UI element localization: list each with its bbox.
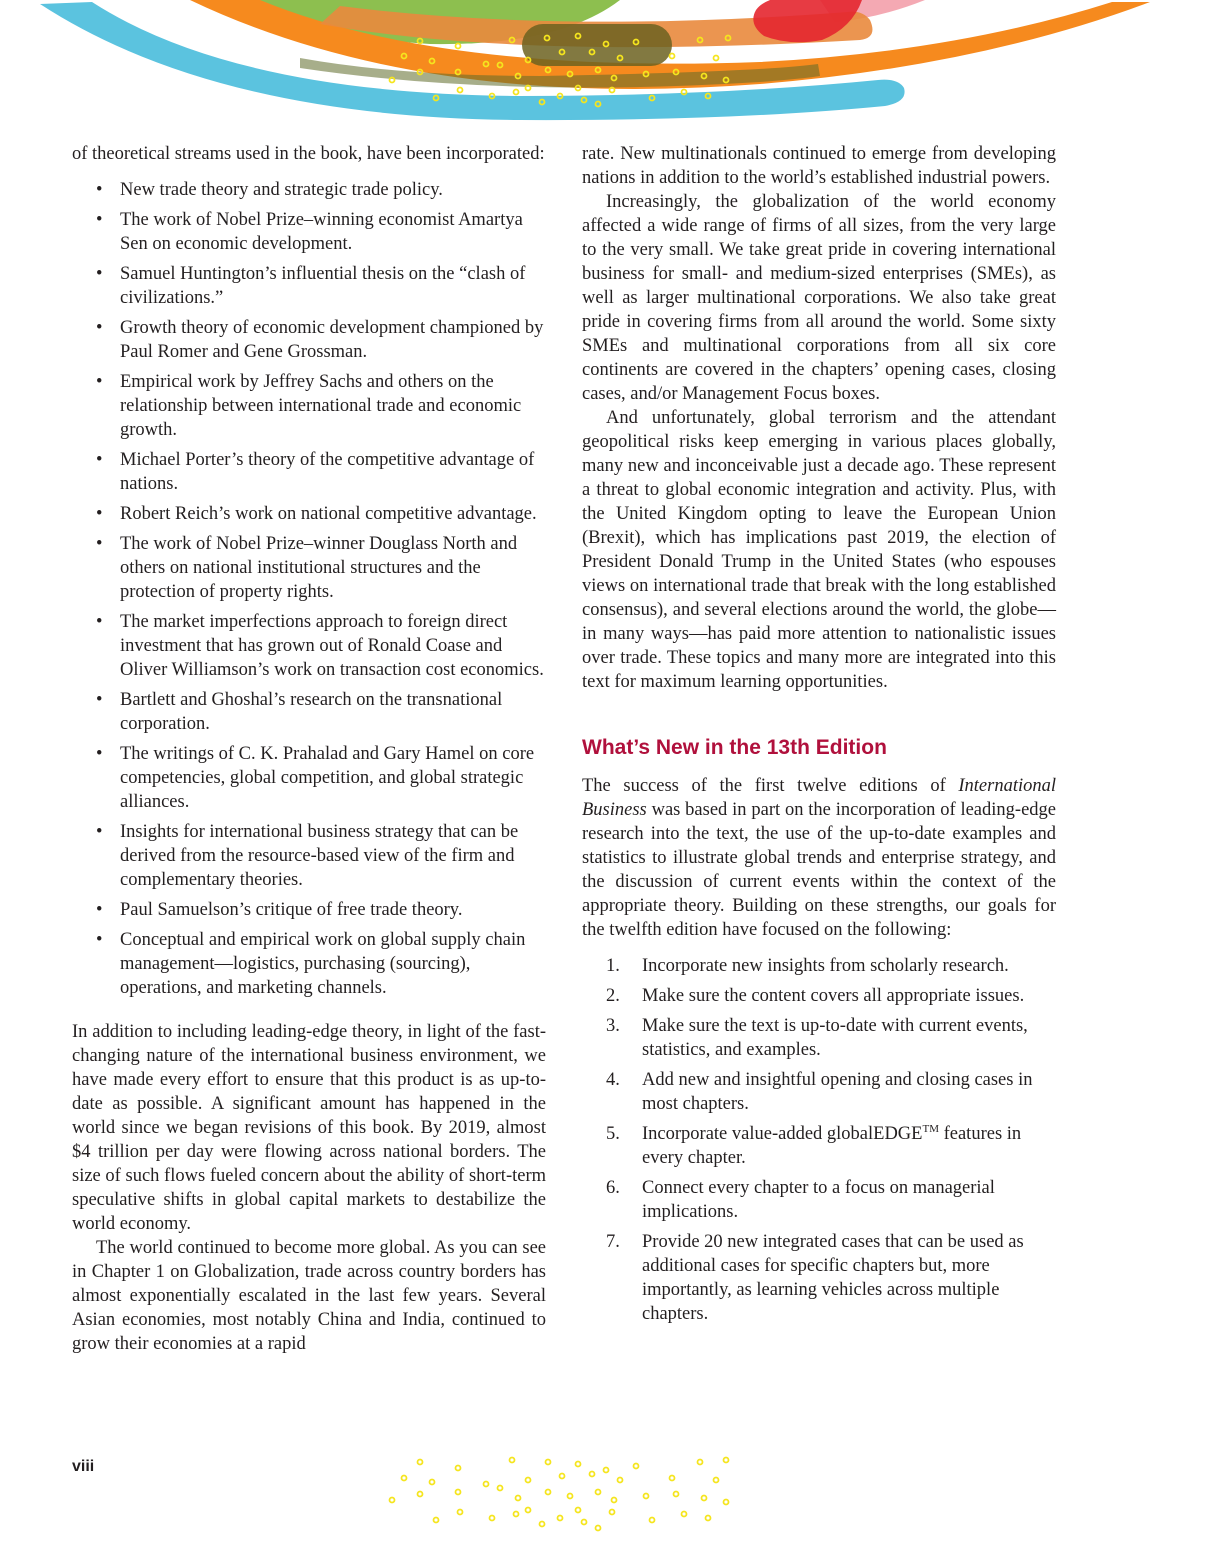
decorative-dots-bottom	[380, 1452, 740, 1538]
book-title: International Business	[582, 776, 1056, 820]
list-item	[72, 370, 546, 442]
list-item-text: The market imperfections approach to foreign direct investment that has grown out of Ronald Coase and Oliver Williamson’s work on transaction cost economics.	[120, 612, 544, 680]
list-number: 1.	[606, 956, 620, 976]
bullet-icon: •	[96, 210, 103, 230]
list-item	[72, 688, 546, 736]
trademark-mark: TM	[922, 1123, 939, 1135]
list-item-text: Make sure the text is up-to-date with current events, statistics, and examples.	[642, 1016, 1028, 1060]
list-item-text: Make sure the content covers all appropriate issues.	[642, 986, 1025, 1006]
bullet-icon: •	[96, 900, 103, 920]
list-item	[582, 1230, 1056, 1326]
list-item	[72, 316, 546, 364]
theory-bullet-list	[72, 178, 546, 1000]
list-item	[72, 928, 546, 1000]
bullet-icon: •	[96, 504, 103, 524]
bullet-icon: •	[96, 318, 103, 338]
section-heading: What’s New in the 13th Edition	[582, 736, 887, 759]
bullet-icon: •	[96, 744, 103, 764]
goals-numbered-list	[582, 954, 1056, 1326]
list-number: 7.	[606, 1232, 620, 1252]
list-item-text: The work of Nobel Prize–winner Douglass North and others on national institutional structures and the protection of property rights.	[120, 534, 518, 602]
intro-text-before-title: The success of the first twelve editions of	[582, 776, 959, 796]
list-item-text: Add new and insightful opening and closing cases in most chapters.	[642, 1070, 1033, 1114]
bullet-icon: •	[96, 450, 103, 470]
list-item	[72, 742, 546, 814]
banner-olive-capsule	[522, 24, 672, 66]
list-number: 4.	[606, 1070, 620, 1090]
list-item-text: Insights for international business strategy that can be derived from the resource-based view of the firm and complementary theories.	[120, 822, 519, 890]
list-item-text-after-trademark: features in every chapter.	[642, 1124, 1022, 1168]
list-item-text: Michael Porter’s theory of the competitive advantage of nations.	[120, 450, 535, 494]
list-item	[582, 1122, 1056, 1170]
list-item-text: Incorporate new insights from scholarly research.	[642, 956, 1009, 976]
body-paragraph: In addition to including leading-edge theory, in light of the fast-changing nature of the international business environment, we have made every effort to ensure that this product is as up-to-date as possible. A significant amount has happened in the world since we began revisions of this book. By 2019, almost $4 trillion per day were flowing across national borders. The size of such flows fueled concern about the ability of short-term speculative shifts in global capital markets to destabilize the world economy.	[72, 1022, 546, 1234]
body-paragraph: And unfortunately, global terrorism and the attendant geopolitical risks keep emerging in various places globally, many new and inconceivable just a decade ago. These represent a threat to global economic integration and activity. Plus, with the United Kingdom opting to leave the European Union (Brexit), which has implications past 2019, the election of President Donald Trump in the United States (who espouses views on international trade that break with the long established consensus), and several elections around the world, the globe—in many ways—has paid more attention to nationalistic issues over trade. These topics and many more are integrated into this text for maximum learning opportunities.	[582, 408, 1056, 692]
list-item	[72, 532, 546, 604]
list-item-text: Provide 20 new integrated cases that can be used as additional cases for specific chapters but, more importantly, as learning vehicles across multiple chapters.	[642, 1232, 1024, 1324]
bullet-icon: •	[96, 372, 103, 392]
list-item-text: Empirical work by Jeffrey Sachs and others on the relationship between international trade and economic growth.	[120, 372, 522, 440]
section-intro-paragraph	[582, 774, 1056, 942]
list-item-text: Connect every chapter to a focus on managerial implications.	[642, 1178, 995, 1222]
list-number: 5.	[606, 1124, 620, 1144]
bullet-icon: •	[96, 612, 103, 632]
list-item	[72, 898, 546, 922]
list-item	[72, 208, 546, 256]
list-item	[72, 502, 546, 526]
list-item-text-before-trademark: Incorporate value-added globalEDGE	[642, 1124, 923, 1144]
intro-continuation: of theoretical streams used in the book, have been incorporated:	[72, 144, 545, 164]
list-item	[582, 984, 1056, 1008]
bullet-icon: •	[96, 930, 103, 950]
list-item	[72, 610, 546, 682]
list-item	[72, 262, 546, 310]
bullet-icon: •	[96, 534, 103, 554]
bullet-icon: •	[96, 264, 103, 284]
bullet-icon: •	[96, 822, 103, 842]
intro-text-after-title: was based in part on the incorporation of leading-edge research into the text, the use of the up-to-date examples and statistics to illustrate global trends and enterprise strategy, and the discussion of current events within the context of the appropriate theory. Building on these strengths, our goals for the twelfth edition have focused on the following:	[582, 800, 1056, 940]
right-column	[582, 142, 1056, 1332]
list-item	[582, 1068, 1056, 1116]
body-paragraph: The world continued to become more global. As you can see in Chapter 1 on Globalization, trade across country borders has almost exponentially escalated in the last few years. Several Asian economies, most notably China and India, continued to grow their economies at a rapid	[72, 1238, 546, 1354]
list-number: 6.	[606, 1178, 620, 1198]
list-item-text: Conceptual and empirical work on global supply chain management—logistics, purchasing (sourcing), operations, and marketing channels.	[120, 930, 526, 998]
page-number: viii	[72, 1458, 95, 1475]
list-item-text: Samuel Huntington’s influential thesis on the “clash of civilizations.”	[120, 264, 526, 308]
list-item	[582, 954, 1056, 978]
list-item	[582, 1014, 1056, 1062]
list-number: 3.	[606, 1016, 620, 1036]
bullet-icon: •	[96, 180, 103, 200]
list-item	[72, 820, 546, 892]
list-number: 2.	[606, 986, 620, 1006]
list-item-text: Growth theory of economic development championed by Paul Romer and Gene Grossman.	[120, 318, 544, 362]
body-paragraph: rate. New multinationals continued to emerge from developing nations in addition to the world’s established industrial powers.	[582, 144, 1056, 188]
left-column	[72, 142, 546, 1356]
body-paragraph: Increasingly, the globalization of the world economy affected a wide range of firms of all sizes, from the very large to the very small. We take great pride in covering international business for small- and medium-sized enterprises (SMEs), as well as larger multinational corporations. We also take great pride in covering firms from all around the world. Some sixty SMEs and multinational corporations from all six core continents are covered in the chapters’ opening cases, closing cases, and/or Management Focus boxes.	[582, 192, 1056, 404]
list-item	[72, 448, 546, 496]
list-item-text: Bartlett and Ghoshal’s research on the transnational corporation.	[120, 690, 503, 734]
list-item	[72, 178, 546, 202]
list-item	[582, 1176, 1056, 1224]
list-item-text: Robert Reich’s work on national competitive advantage.	[120, 504, 537, 524]
list-item-text: New trade theory and strategic trade policy.	[120, 180, 443, 200]
bullet-icon: •	[96, 690, 103, 710]
list-item-text: Paul Samuelson’s critique of free trade theory.	[120, 900, 463, 920]
decorative-banner	[0, 0, 1224, 140]
list-item-text: The work of Nobel Prize–winning economist Amartya Sen on economic development.	[120, 210, 523, 254]
list-item-text: The writings of C. K. Prahalad and Gary Hamel on core competencies, global competition, and global strategic alliances.	[120, 744, 535, 812]
